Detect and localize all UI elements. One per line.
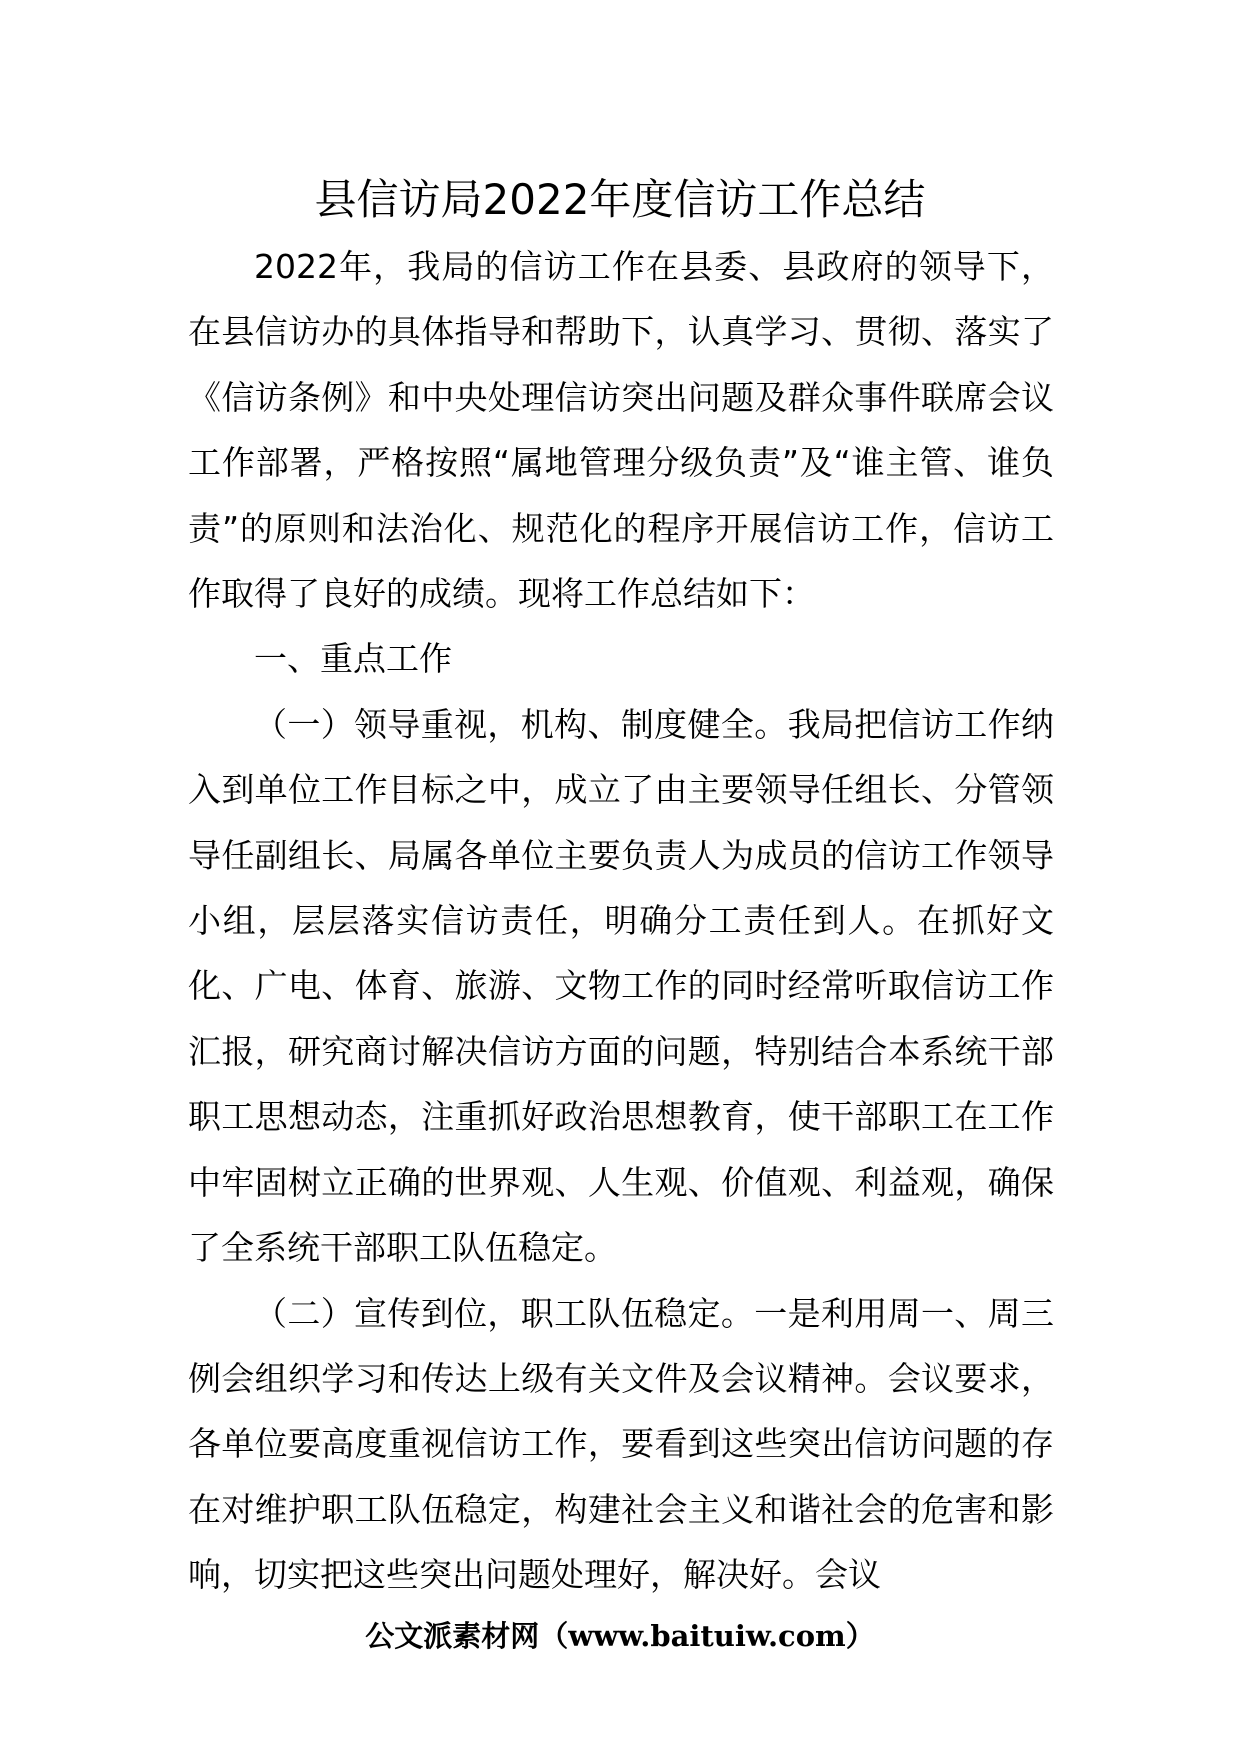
paragraph-leadership: （一）领导重视，机构、制度健全。我局把信访工作纳入到单位工作目标之中，成立了由主要领导任组长、分管领导任副组长、局属各单位主要负责人为成员的信访工作领导小组，层层落实信访责任，明确分工责任到人。在抓好文化、广电、体育、旅游、文物工作的同时经常听取信访工作汇报，研究商讨解决信访方面的问题，特别结合本系统干部职工思想动态，注重抓好政治思想教育，使干部职工在工作中牢固树立正确的世界观、人生观、价值观、利益观，确保了全系统干部职工队伍稳定。 <box>188 704 1054 1268</box>
section-heading: 一、重点工作 <box>254 639 452 679</box>
document-title: 县信访局2022年度信访工作总结 <box>314 175 926 224</box>
paragraph-publicity: （二）宣传到位，职工队伍稳定。一是利用周一、周三例会组织学习和传达上级有关文件及会议精神。会议要求，各单位要高度重视信访工作，要看到这些突出信访问题的存在对维护职工队伍稳定，构建社会主义和谐社会的危害和影响，切实把这些突出问题处理好，解决好。会议 <box>188 1293 1054 1595</box>
document-body <box>188 234 1054 1608</box>
intro-paragraph: 2022年，我局的信访工作在县委、县政府的领导下，在县信访办的具体指导和帮助下，认真学习、贯彻、落实了《信访条例》和中央处理信访突出问题及群众事件联席会议工作部署，严格按照“属地管理分级负责”及“谁主管、谁负责”的原则和法治化、规范化的程序开展信访工作，信访工作取得了良好的成绩。现将工作总结如下： <box>188 247 1054 614</box>
footer-watermark: 公文派素材网（www.baituiw.com） <box>365 1619 875 1653</box>
